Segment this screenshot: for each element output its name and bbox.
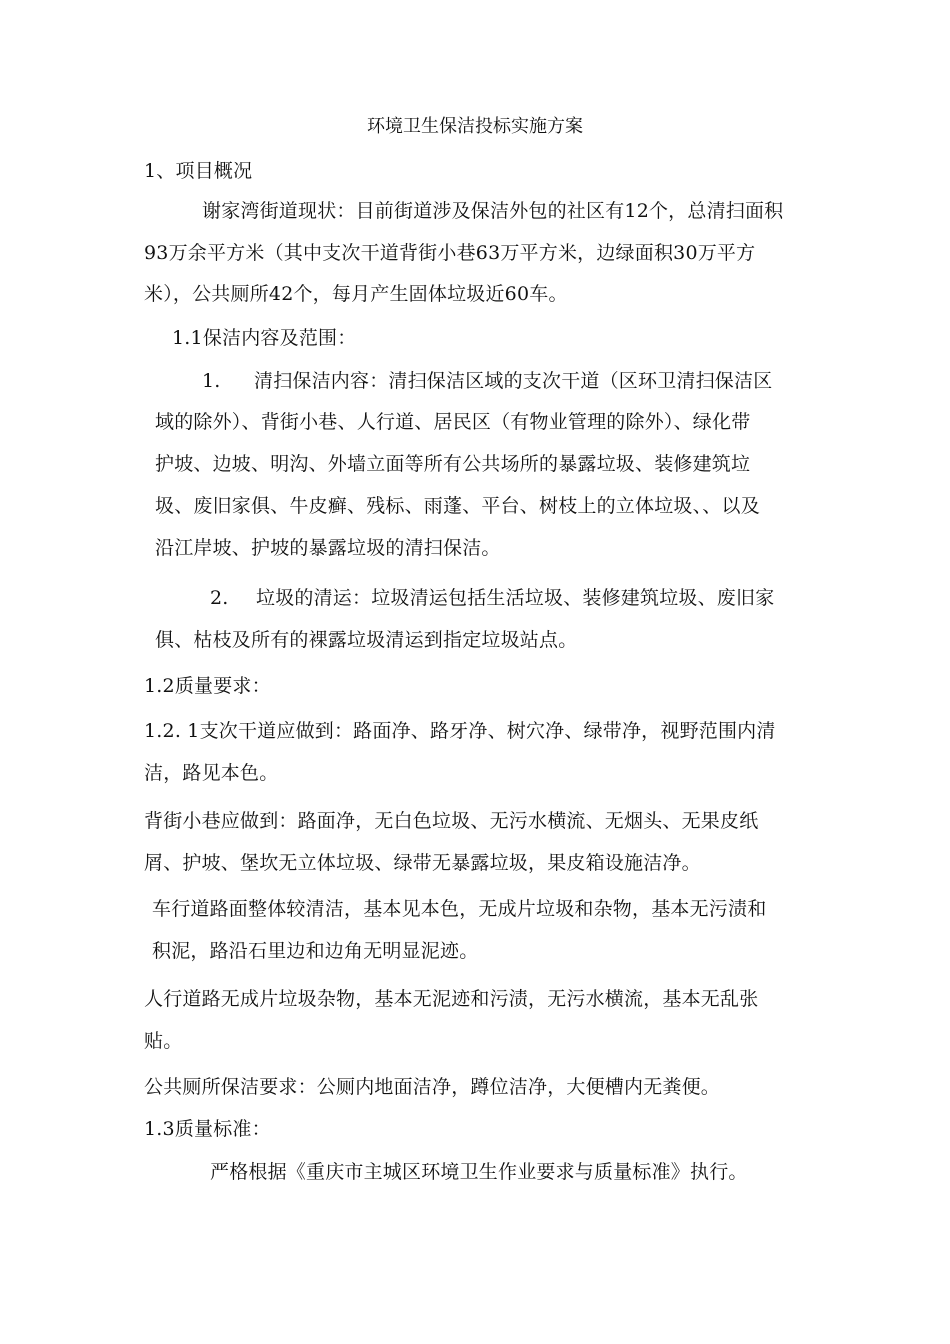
- req-2-line-1: 背街小巷应做到：路面净，无白色垃圾、无污水横流、无烟头、无果皮纸: [144, 810, 759, 832]
- item-2-line-2: 俱、枯枝及所有的裸露垃圾清运到指定垃圾站点。: [155, 629, 578, 651]
- req-3-line-1: 车行道路面整体较清洁，基本见本色，无成片垃圾和杂物，基本无污渍和: [152, 898, 767, 920]
- overview-line-1: 谢家湾街道现状：目前街道涉及保洁外包的社区有12个，总清扫面积: [202, 200, 784, 222]
- item-1-line-3: 护坡、边坡、明沟、外墙立面等所有公共场所的暴露垃圾、装修建筑垃: [155, 453, 751, 475]
- req-1-line-2: 洁，路见本色。: [144, 762, 279, 784]
- item-2-number: 2.: [210, 587, 229, 609]
- req-2-line-2: 屑、护坡、堡坎无立体垃圾、绿带无暴露垃圾，果皮箱设施洁净。: [144, 852, 701, 874]
- req-4-line-2: 贴。: [144, 1030, 183, 1052]
- req-3-line-2: 积泥，路沿石里边和边角无明显泥迹。: [152, 940, 479, 962]
- req-4-line-1: 人行道路无成片垃圾杂物，基本无泥迹和污渍，无污水横流，基本无乱张: [144, 988, 759, 1010]
- item-1-line-2: 域的除外）、背街小巷、人行道、居民区（有物业管理的除外）、绿化带: [155, 411, 751, 433]
- item-1-line-5: 沿江岸坡、护坡的暴露垃圾的清扫保洁。: [155, 537, 501, 559]
- item-2-line-1: [210, 585, 774, 611]
- item-1-number: 1.: [202, 370, 221, 392]
- req-1-line-1: 1.2. 1支次干道应做到：路面净、路牙净、树穴净、绿带净，视野范围内清: [144, 720, 776, 742]
- req-5-line-1: 公共厕所保洁要求：公厕内地面洁净，蹲位洁净，大便槽内无粪便。: [144, 1076, 721, 1098]
- item-1-line-1: [202, 368, 772, 394]
- overview-line-2: 93万余平方米（其中支次干道背街小巷63万平方米，边绿面积30万平方: [144, 242, 756, 264]
- standard-text: 严格根据《重庆市主城区环境卫生作业要求与质量标准》执行。: [210, 1161, 748, 1183]
- item-2-text-1: 垃圾的清运：垃圾清运包括生活垃圾、装修建筑垃圾、废旧家: [256, 587, 775, 609]
- item-1-line-4: 圾、废旧家俱、牛皮癣、残标、雨蓬、平台、树枝上的立体垃圾、、以及: [155, 495, 760, 517]
- document-title: 环境卫生保洁投标实施方案: [367, 116, 583, 137]
- section-1-3-heading: 1.3质量标准：: [144, 1118, 271, 1140]
- section-1-heading: 1、项目概况: [144, 160, 253, 182]
- section-1-2-heading: 1.2质量要求：: [144, 675, 271, 697]
- section-1-1-heading: 1.1保洁内容及范围：: [172, 327, 357, 349]
- item-1-text-1: 清扫保洁内容：清扫保洁区域的支次干道（区环卫清扫保洁区: [254, 370, 773, 392]
- overview-line-3: 米），公共厕所42个，每月产生固体垃圾近60车。: [144, 283, 568, 305]
